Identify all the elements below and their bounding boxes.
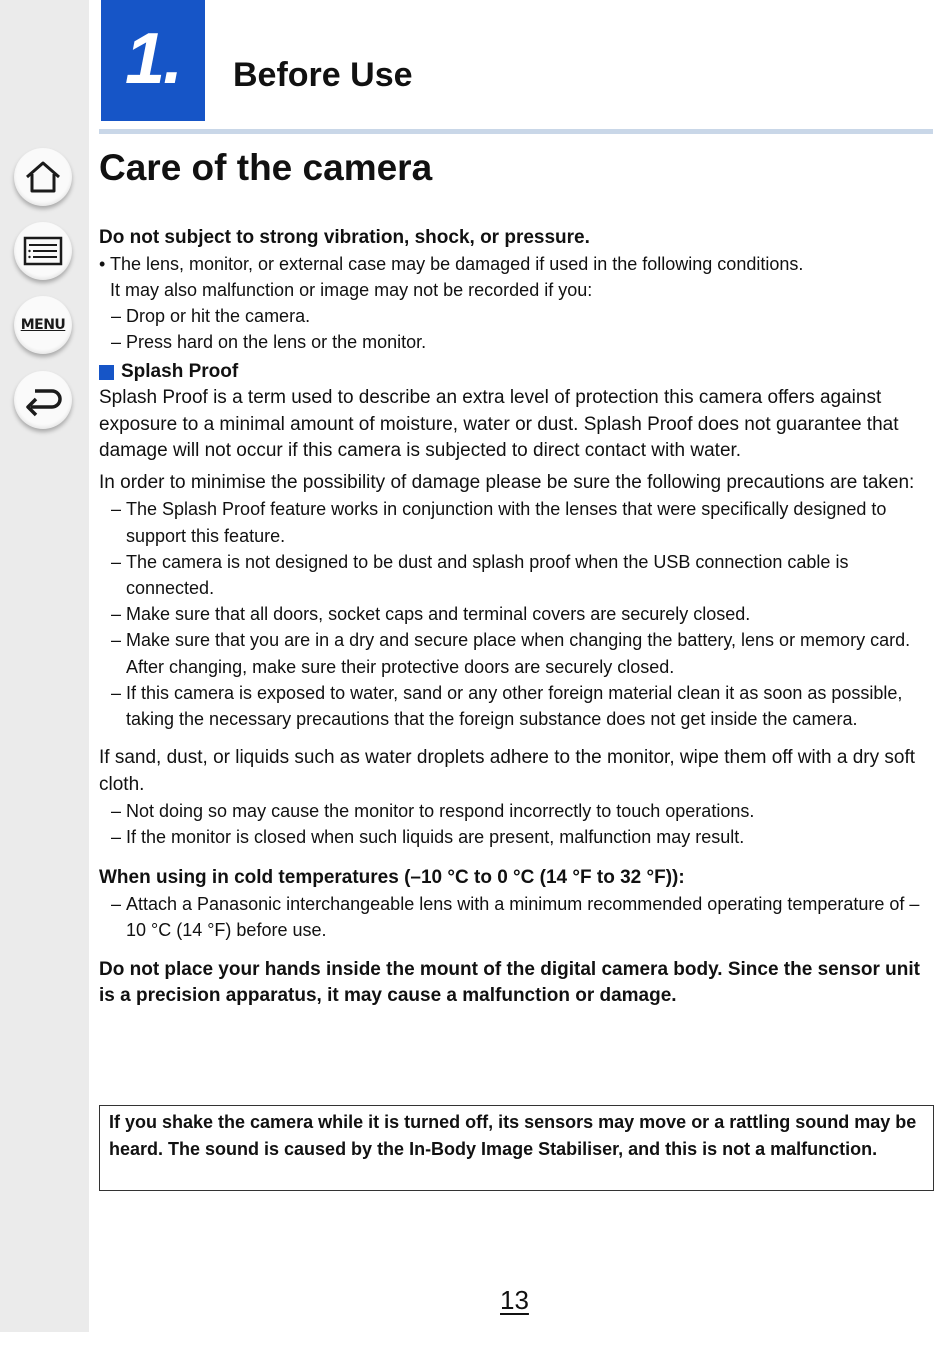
home-button[interactable] [14,148,72,206]
list-item: – Drop or hit the camera. [111,306,311,326]
sidebar-bottom [0,1332,89,1352]
list-item: – The Splash Proof feature works in conjunction with the lenses that were specifically designed to support this feature. [111,499,887,546]
return-icon [23,383,63,417]
list-item: – Make sure that you are in a dry and secure place when changing the battery, lens or memory card. After changing, make sure their protective doors are securely closed. [111,630,911,677]
list-item: – Press hard on the lens or the monitor. [111,332,427,353]
splash-proof-heading: Splash Proof [99,359,931,385]
list-item: – Attach a Panasonic interchangeable lens with a minimum recommended operating temperature of –10 °C (14 °F) before use. [111,893,920,940]
notice-box: If you shake the camera while it is turned off, its sensors may move or a rattling sound may be heard. The sound is caused by the In-Body Image Stabiliser, and this is not a malfunction. [99,1105,934,1191]
main-content [99,225,931,1009]
chapter-title: Before Use [233,56,413,94]
list-item: – Not doing so may cause the monitor to respond incorrectly to touch operations. [111,801,755,822]
page-title: Care of the camera [99,147,433,188]
list-item: – If this camera is exposed to water, sand or any other foreign material clean it as soon as possible, taking the necessary precautions that the foreign substance does not get inside the camera. [111,682,903,730]
menu-button[interactable] [14,296,72,354]
contents-button[interactable] [14,222,72,280]
page-number: 13 [500,1285,529,1315]
chapter-number-box [101,0,205,121]
list-item: – If the monitor is closed when such liquids are present, malfunction may result. [111,827,745,848]
mount-warning: Do not place your hands inside the mount of the digital camera body. Since the sensor unit is a precision apparatus, it may cause a malfunction or damage. [99,959,920,1007]
monitor-paragraph: If sand, dust, or liquids such as water droplets adhere to the monitor, wipe them off with a dry soft cloth. [99,747,916,795]
back-button[interactable] [14,371,72,429]
menu-label: MENU [20,317,66,333]
splash-proof-paragraph: Splash Proof is a term used to describe an extra level of protection this camera offers against exposure to a minimal amount of moisture, water or dust. Splash Proof does not guarantee that damage will not occur if this camera is subjected to direct contact with water. [99,387,899,462]
vibration-heading: Do not subject to strong vibration, shock, or pressure. [99,227,590,248]
chapter-number: 1. [124,18,182,99]
section-square-icon [99,365,114,380]
precautions-intro: In order to minimise the possibility of damage please be sure the following precautions are taken: [99,471,915,493]
damage-bullet: • The lens, monitor, or external case may be damaged if used in the following conditions. [99,254,804,274]
cold-heading: When using in cold temperatures (–10 °C to 0 °C (14 °F to 32 °F)): [99,866,685,888]
list-item: – Make sure that all doors, socket caps and terminal covers are securely closed. [111,604,751,625]
home-icon [23,159,63,195]
list-icon [23,236,63,266]
chapter-divider [99,129,933,134]
damage-bullet-cont: It may also malfunction or image may not be recorded if you: [110,280,593,300]
list-item: – The camera is not designed to be dust and splash proof when the USB connection cable is connected. [111,551,849,599]
